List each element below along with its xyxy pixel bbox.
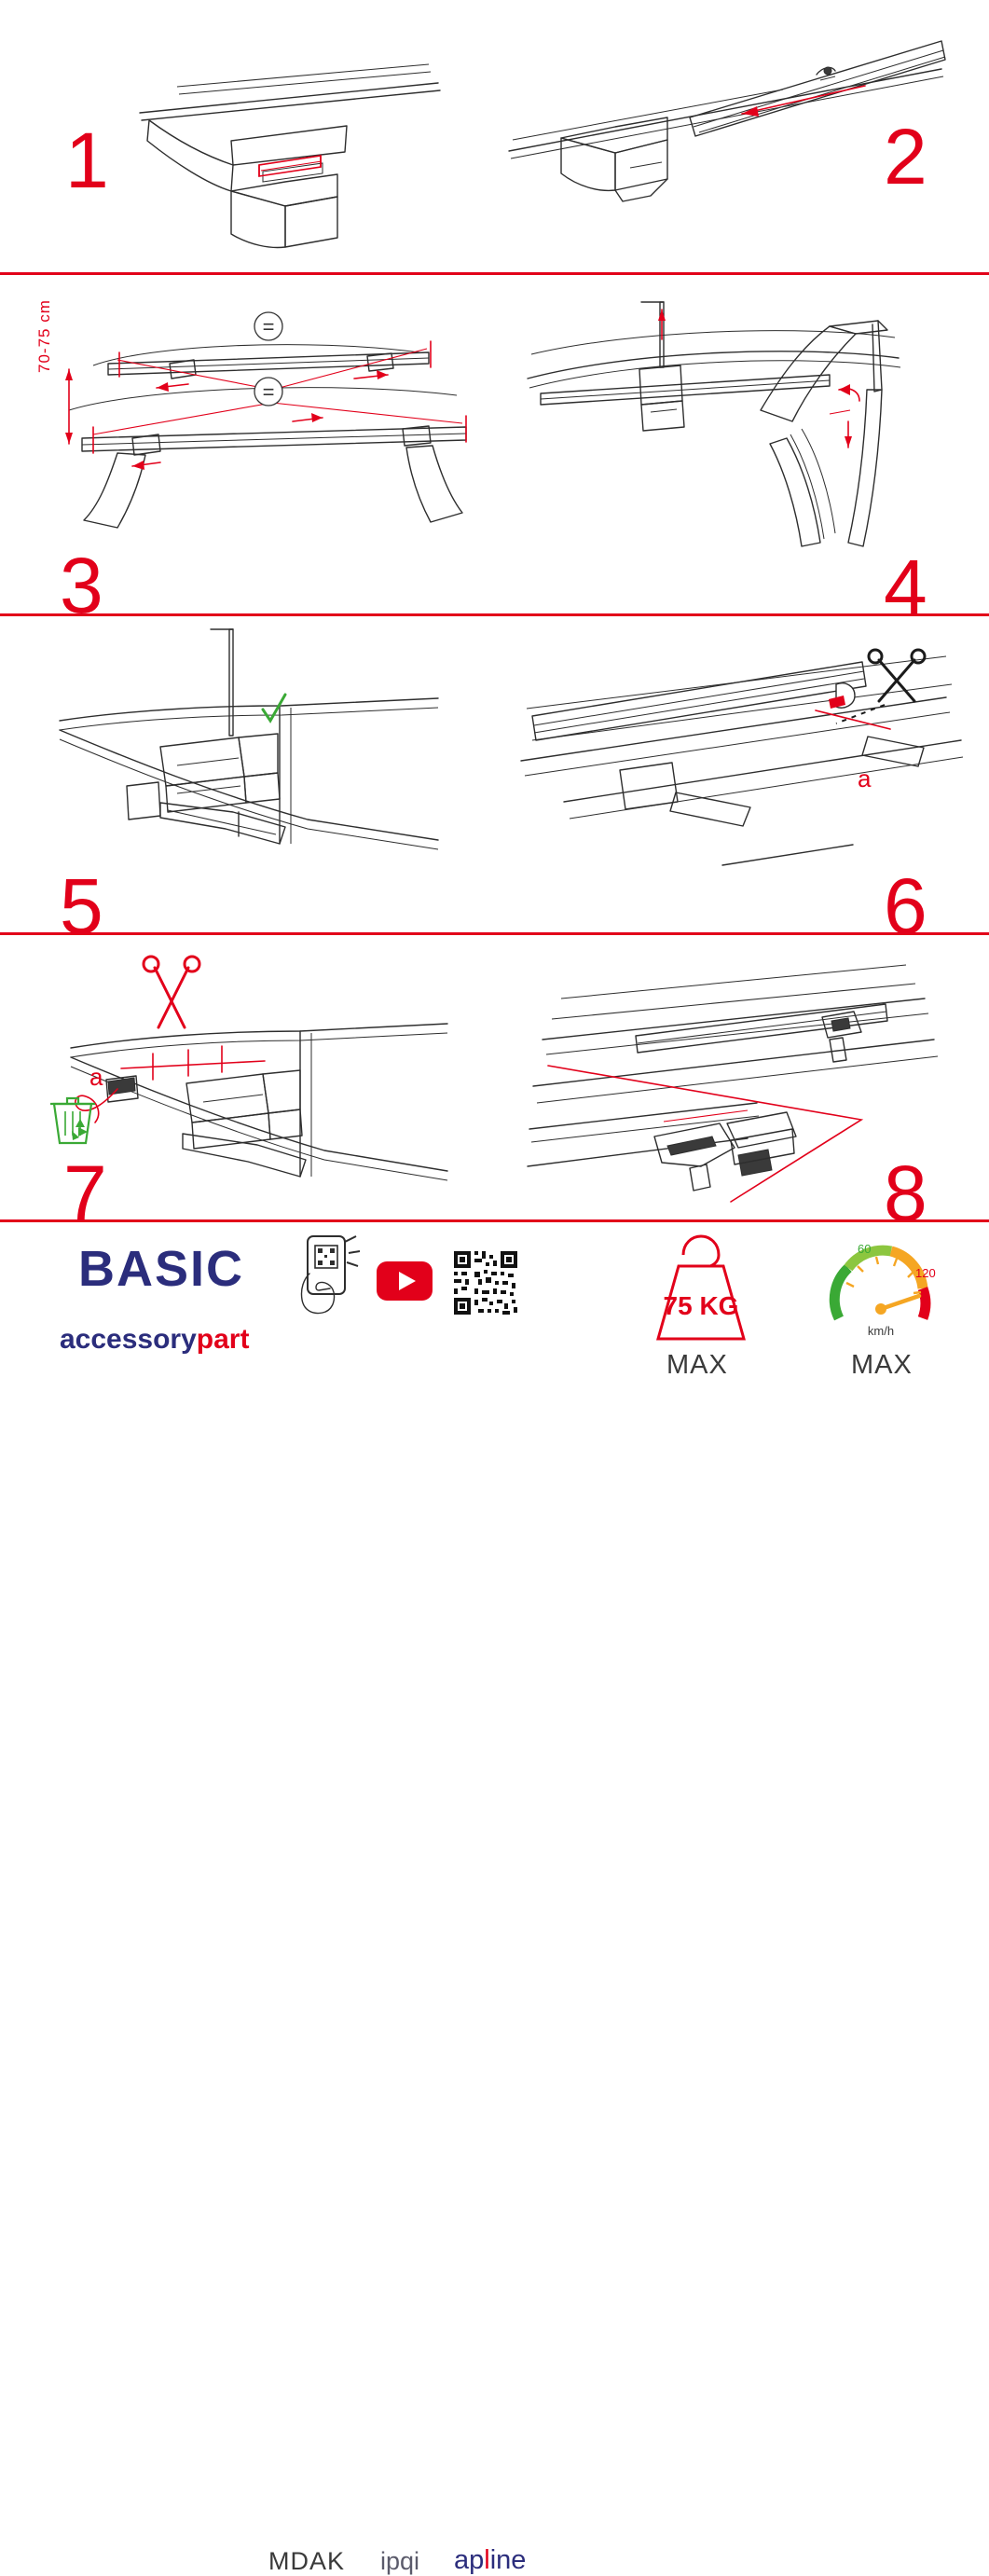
step-7-illustration	[56, 944, 457, 1195]
step-number-6: 6	[884, 862, 926, 950]
step-6-illustration	[508, 643, 965, 876]
brand-l-text: l	[484, 2545, 490, 2575]
step-number-8: 8	[884, 1150, 926, 1237]
step-7-annotation-a: a	[89, 1063, 103, 1091]
trash-recycle-icon	[43, 1089, 104, 1150]
brand-accessory-text: accessory	[60, 1324, 197, 1355]
max-speed-label: MAX	[851, 1350, 913, 1380]
step-number-7: 7	[63, 1150, 105, 1237]
brand-ine-text: ine	[489, 2545, 527, 2575]
qr-code-icon	[452, 1249, 519, 1316]
svg-text:=: =	[262, 380, 275, 404]
step-number-5: 5	[60, 862, 102, 950]
youtube-icon[interactable]	[376, 1260, 433, 1302]
brand-accessorypart-logo	[60, 1324, 249, 1356]
step-6-annotation-a: a	[858, 765, 872, 792]
svg-text:=: =	[262, 315, 275, 338]
divider-row-2	[0, 613, 989, 616]
brand-ipqi-label: ipqi	[380, 2547, 420, 2575]
gauge-tick-120: 120	[915, 1266, 936, 1280]
brand-part-text: part	[196, 1324, 250, 1355]
gauge-tick-60: 60	[858, 1242, 872, 1256]
step-number-3: 3	[60, 542, 102, 629]
step-number-4: 4	[884, 544, 926, 631]
brand-basic-logo: BASIC	[78, 1241, 245, 1297]
step-3-distance-label: 70-75 cm	[35, 299, 53, 373]
speedometer-icon	[822, 1231, 940, 1346]
footer	[0, 1219, 989, 2575]
speed-unit-label: km/h	[867, 1324, 895, 1338]
max-weight-label: MAX	[666, 1350, 728, 1380]
brand-mdak-label: MDAK	[268, 2547, 346, 2575]
step-1-illustration	[121, 51, 457, 247]
step-number-1: 1	[65, 117, 107, 204]
weight-icon	[641, 1229, 751, 1350]
step-5-illustration	[47, 620, 457, 872]
step-number-2: 2	[884, 113, 926, 200]
phone-qr-scan-icon	[291, 1233, 364, 1318]
brand-apline-label	[454, 2545, 526, 2576]
brand-ap-text: ap	[454, 2545, 485, 2575]
divider-row-1	[0, 272, 989, 275]
weight-value: 75 KG	[663, 1291, 739, 1320]
divider-row-3	[0, 932, 989, 935]
step-3-illustration	[28, 298, 513, 541]
